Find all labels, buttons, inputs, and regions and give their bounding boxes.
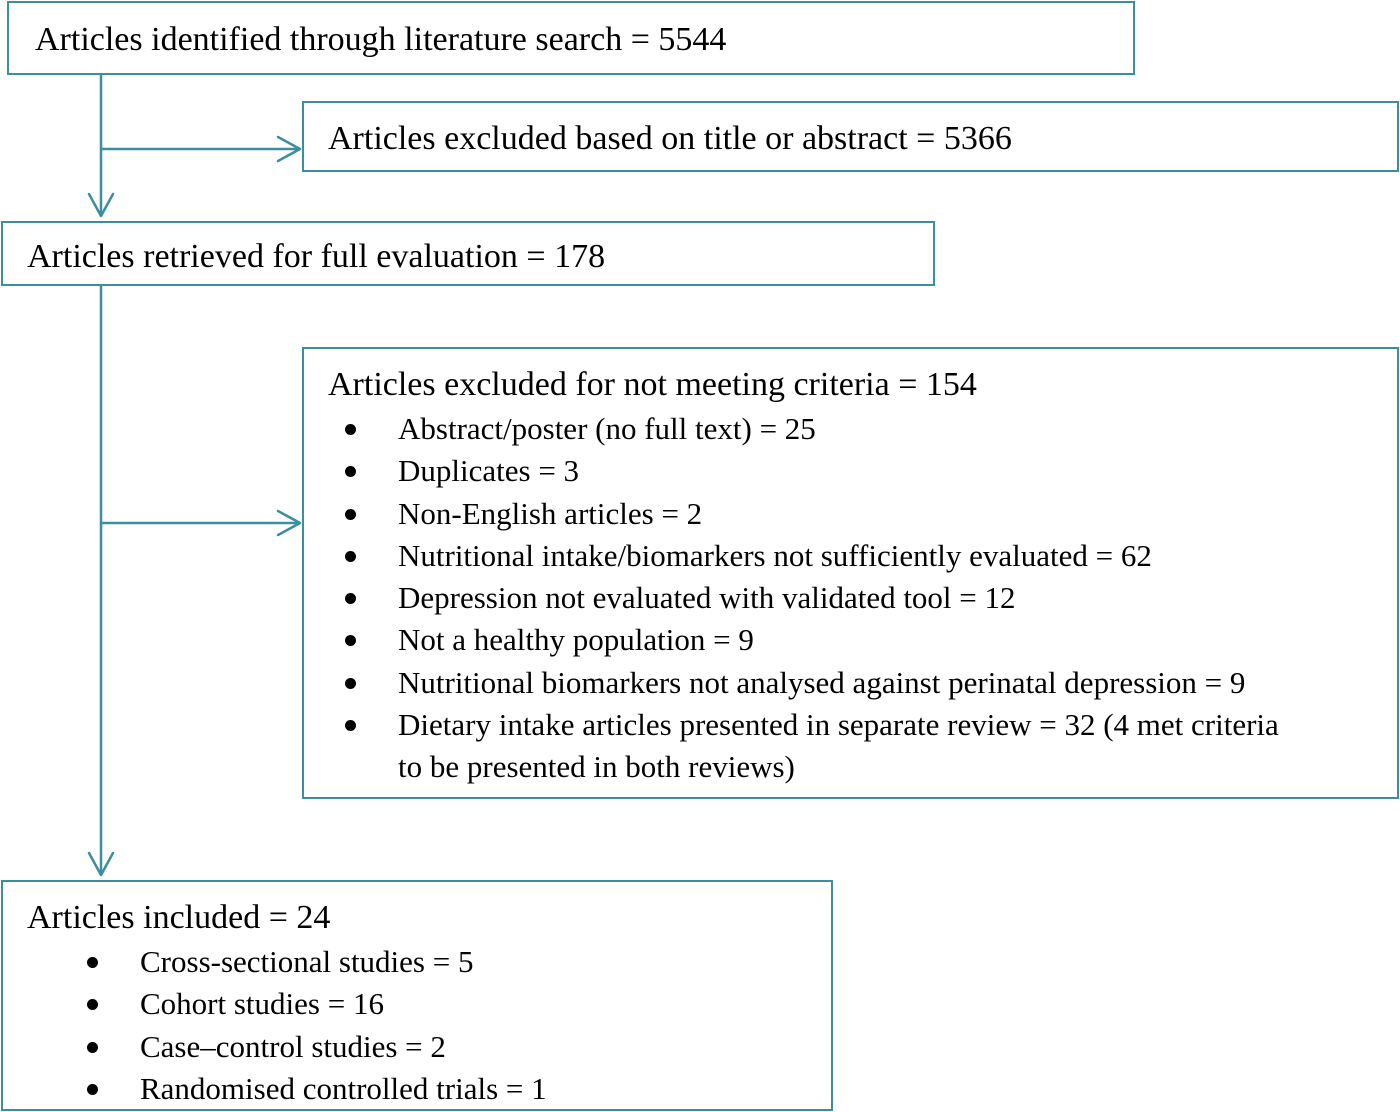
bullet-icon <box>87 1084 98 1095</box>
list-item: Randomised controlled trials = 1 <box>140 1068 820 1110</box>
list-item: Nutritional intake/biomarkers not sufficiently evaluated = 62 <box>398 535 1388 577</box>
bullet-icon <box>87 1042 98 1053</box>
bullet-icon <box>345 551 356 562</box>
bullet-icon <box>345 720 356 731</box>
identified-box <box>7 1 1135 75</box>
excluded-title-abstract-box <box>302 101 1399 172</box>
excluded-title-abstract-label: Articles excluded based on title or abstract = 5366 <box>328 120 1012 157</box>
excluded-criteria-label: Articles excluded for not meeting criteria = 154 <box>328 366 977 403</box>
list-item: Not a healthy population = 9 <box>398 619 1388 661</box>
list-item: Nutritional biomarkers not analysed against perinatal depression = 9 <box>398 662 1388 704</box>
list-item: Abstract/poster (no full text) = 25 <box>398 408 1388 450</box>
bullet-icon <box>345 424 356 435</box>
bullet-icon <box>87 999 98 1010</box>
list-item: Case–control studies = 2 <box>140 1026 820 1068</box>
bullet-icon <box>345 509 356 520</box>
list-item: Non-English articles = 2 <box>398 493 1388 535</box>
bullet-icon <box>345 593 356 604</box>
retrieved-label: Articles retrieved for full evaluation = 178 <box>27 238 606 275</box>
list-item: Cohort studies = 16 <box>140 983 820 1025</box>
included-label: Articles included = 24 <box>27 899 331 936</box>
bullet-icon <box>87 957 98 968</box>
bullet-icon <box>345 678 356 689</box>
list-item: Duplicates = 3 <box>398 450 1388 492</box>
list-item: Cross-sectional studies = 5 <box>140 941 820 983</box>
included-list <box>140 941 820 1110</box>
retrieved-box <box>1 221 935 286</box>
identified-label: Articles identified through literature search = 5544 <box>35 21 727 58</box>
list-item: Dietary intake articles presented in separate review = 32 (4 met criteria to be presented in both reviews) <box>398 704 1298 789</box>
bullet-icon <box>345 635 356 646</box>
excluded-criteria-list <box>398 408 1388 789</box>
included-box <box>1 880 833 1111</box>
bullet-icon <box>345 466 356 477</box>
list-item: Depression not evaluated with validated tool = 12 <box>398 577 1388 619</box>
excluded-criteria-box <box>302 347 1399 799</box>
